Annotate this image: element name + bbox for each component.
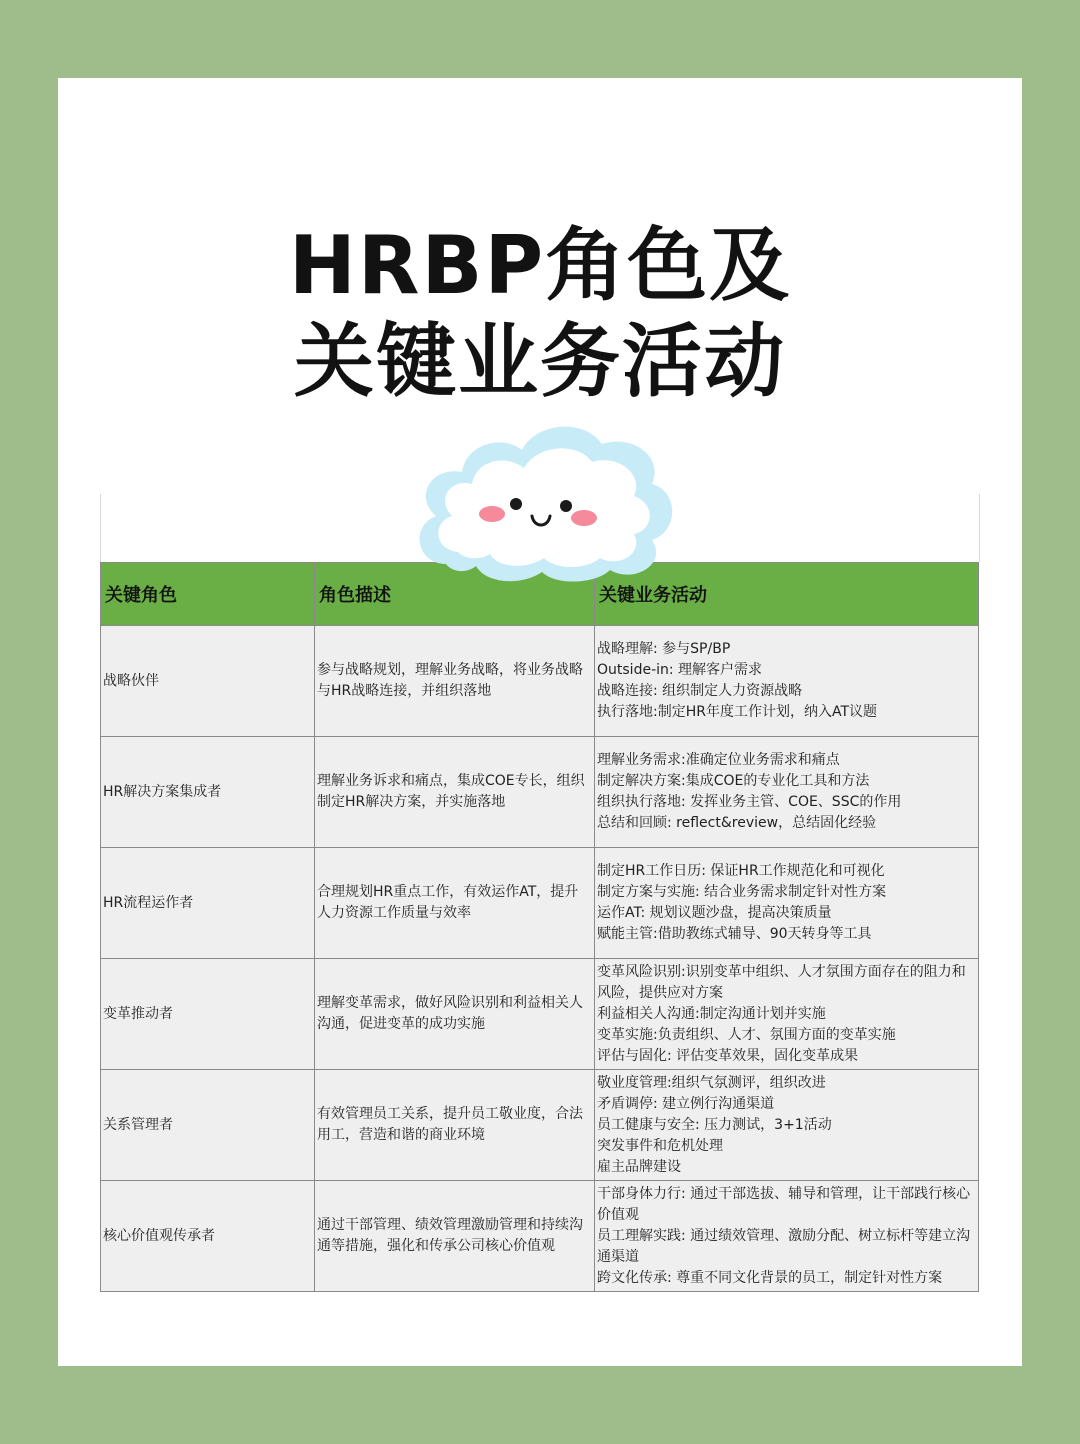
activities-cell <box>595 737 979 848</box>
activity-line: 制定方案与实施: 结合业务需求制定针对性方案 <box>597 884 887 900</box>
activity-line: 员工健康与安全: 压力测试，3+1活动 <box>597 1116 832 1133</box>
activity-line: 总结和回顾: reflect&review，总结固化经验 <box>597 815 877 831</box>
description-cell: 有效管理员工关系，提升员工敬业度，合法用工，营造和谐的商业环境 <box>315 1070 595 1181</box>
activities-cell <box>595 959 979 1070</box>
table-row <box>101 737 979 848</box>
title-line-1: HRBP角色及 <box>288 219 792 312</box>
hrbp-role-table <box>100 562 979 1292</box>
description-cell: 理解变革需求，做好风险识别和利益相关人沟通，促进变革的成功实施 <box>315 959 595 1070</box>
activity-line: 员工理解实践: 通过绩效管理、激励分配、树立标杆等建立沟通渠道 <box>597 1227 971 1265</box>
role-cell: 战略伙伴 <box>101 626 315 737</box>
header-role-description: 角色描述 <box>315 563 595 626</box>
description-cell: 理解业务诉求和痛点，集成COE专长，组织制定HR解决方案，并实施落地 <box>315 737 595 848</box>
description-cell: 合理规划HR重点工作，有效运作AT，提升人力资源工作质量与效率 <box>315 848 595 959</box>
activity-line: 赋能主管:借助教练式辅导、90天转身等工具 <box>597 926 872 942</box>
activity-line: 变革风险识别:识别变革中组织、人才氛围方面存在的阻力和风险，提供应对方案 <box>597 963 966 1001</box>
activity-line: 利益相关人沟通:制定沟通计划并实施 <box>597 1005 826 1022</box>
activity-line: 跨文化传承: 尊重不同文化背景的员工，制定针对性方案 <box>597 1269 943 1286</box>
activity-line: 评估与固化: 评估变革效果，固化变革成果 <box>597 1047 859 1064</box>
activity-line: 运作AT: 规划议题沙盘，提高决策质量 <box>597 905 832 921</box>
activity-line: 战略连接: 组织制定人力资源战略 <box>597 683 803 699</box>
activity-line: 敬业度管理:组织气氛测评，组织改进 <box>597 1074 826 1091</box>
activities-cell <box>595 626 979 737</box>
role-cell: HR解决方案集成者 <box>101 737 315 848</box>
role-cell: 变革推动者 <box>101 959 315 1070</box>
activity-line: 制定HR工作日历: 保证HR工作规范化和可视化 <box>597 863 885 879</box>
table-row <box>101 626 979 737</box>
table-row <box>101 848 979 959</box>
title-line-2: 关键业务活动 <box>294 315 786 408</box>
activity-line: 变革实施:负责组织、人才、氛围方面的变革实施 <box>597 1026 896 1043</box>
role-cell: 核心价值观传承者 <box>101 1181 315 1292</box>
header-key-activities: 关键业务活动 <box>595 563 979 626</box>
role-cell: 关系管理者 <box>101 1070 315 1181</box>
header-key-role: 关键角色 <box>101 563 315 626</box>
activity-line: 干部身体力行: 通过干部选拔、辅导和管理，让干部践行核心价值观 <box>597 1185 971 1223</box>
activity-line: 雇主品牌建设 <box>597 1158 681 1175</box>
activities-cell <box>595 1070 979 1181</box>
activities-cell <box>595 848 979 959</box>
table-row <box>101 959 979 1070</box>
description-cell: 通过干部管理、绩效管理激励管理和持续沟通等措施，强化和传承公司核心价值观 <box>315 1181 595 1292</box>
activity-line: 组织执行落地: 发挥业务主管、COE、SSC的作用 <box>597 794 902 810</box>
activity-line: Outside-in: 理解客户需求 <box>597 662 763 678</box>
activity-line: 制定解决方案:集成COE的专业化工具和方法 <box>597 773 870 789</box>
description-cell: 参与战略规划，理解业务战略，将业务战略与HR战略连接，并组织落地 <box>315 626 595 737</box>
cloud-face-icon <box>406 414 682 582</box>
table-row <box>101 1070 979 1181</box>
role-cell: HR流程运作者 <box>101 848 315 959</box>
table-row <box>101 1181 979 1292</box>
activity-line: 战略理解: 参与SP/BP <box>597 641 731 657</box>
activities-cell <box>595 1181 979 1292</box>
activity-line: 矛盾调停: 建立例行沟通渠道 <box>597 1095 775 1112</box>
page-title <box>58 218 1022 410</box>
activity-line: 突发事件和危机处理 <box>597 1137 723 1154</box>
activity-line: 执行落地:制定HR年度工作计划，纳入AT议题 <box>597 704 878 720</box>
activity-line: 理解业务需求:准确定位业务需求和痛点 <box>597 752 840 768</box>
poster-card <box>58 78 1022 1366</box>
